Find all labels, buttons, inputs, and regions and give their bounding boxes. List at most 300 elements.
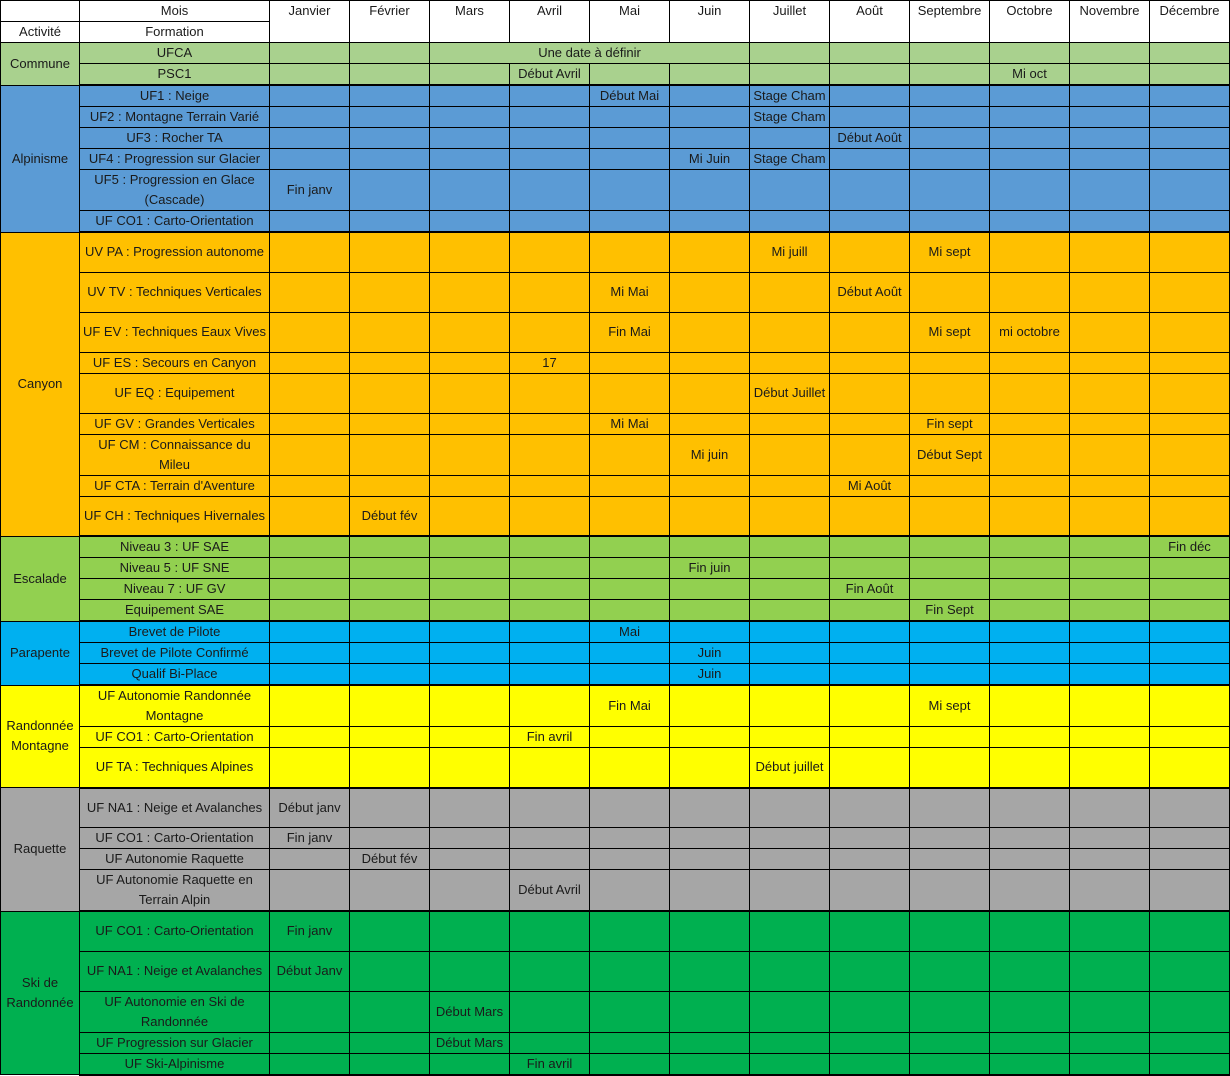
date-cell[interactable] [750, 536, 830, 558]
date-cell[interactable] [350, 1053, 430, 1075]
date-cell[interactable] [990, 870, 1070, 912]
formation-cell[interactable]: Qualif Bi-Place [80, 664, 270, 686]
date-cell[interactable] [350, 664, 430, 686]
date-cell[interactable] [270, 107, 350, 128]
date-cell[interactable] [590, 558, 670, 579]
date-cell[interactable] [590, 373, 670, 413]
date-cell[interactable] [510, 149, 590, 170]
date-cell[interactable] [670, 600, 750, 622]
date-cell[interactable] [1150, 870, 1230, 912]
date-cell[interactable]: Début Sept [910, 434, 990, 475]
date-cell[interactable] [590, 579, 670, 600]
date-cell[interactable] [1070, 911, 1150, 951]
date-cell[interactable] [270, 621, 350, 643]
date-cell[interactable] [590, 849, 670, 870]
date-cell[interactable] [1070, 558, 1150, 579]
date-cell[interactable] [510, 475, 590, 496]
date-cell[interactable] [510, 621, 590, 643]
date-cell[interactable] [430, 413, 510, 434]
date-cell[interactable] [350, 727, 430, 748]
date-cell[interactable] [910, 170, 990, 211]
date-cell[interactable] [990, 434, 1070, 475]
date-cell[interactable] [910, 951, 990, 991]
date-cell[interactable] [430, 170, 510, 211]
date-cell[interactable] [1070, 849, 1150, 870]
date-cell[interactable] [670, 373, 750, 413]
date-cell[interactable] [270, 870, 350, 912]
date-cell[interactable] [590, 128, 670, 149]
date-cell[interactable] [670, 496, 750, 536]
date-cell[interactable] [910, 149, 990, 170]
date-cell[interactable] [910, 664, 990, 686]
date-cell[interactable] [1070, 579, 1150, 600]
date-cell[interactable]: Mi Mai [590, 413, 670, 434]
date-cell[interactable] [430, 496, 510, 536]
date-cell[interactable] [990, 664, 1070, 686]
date-cell[interactable]: Mai [590, 621, 670, 643]
date-cell[interactable] [590, 232, 670, 272]
formation-cell[interactable]: Brevet de Pilote Confirmé [80, 643, 270, 664]
date-cell[interactable] [990, 128, 1070, 149]
date-cell[interactable] [1150, 579, 1230, 600]
formation-cell[interactable]: UF CM : Connaissance du Mileu [80, 434, 270, 475]
date-cell[interactable] [830, 727, 910, 748]
date-cell[interactable] [1070, 413, 1150, 434]
date-cell[interactable] [430, 434, 510, 475]
formation-cell[interactable]: UF CO1 : Carto-Orientation [80, 828, 270, 849]
date-cell[interactable] [670, 870, 750, 912]
formation-cell[interactable]: UF Autonomie en Ski de Randonnée [80, 991, 270, 1032]
formation-cell[interactable]: Niveau 5 : UF SNE [80, 558, 270, 579]
formation-cell[interactable]: UF EQ : Equipement [80, 373, 270, 413]
date-cell[interactable] [350, 911, 430, 951]
date-cell[interactable] [510, 536, 590, 558]
date-cell[interactable] [350, 64, 430, 86]
date-cell[interactable] [350, 788, 430, 828]
date-cell[interactable] [1150, 272, 1230, 312]
date-cell[interactable] [670, 727, 750, 748]
date-cell[interactable] [990, 85, 1070, 107]
date-cell[interactable] [670, 170, 750, 211]
date-cell[interactable]: Fin Sept [910, 600, 990, 622]
date-cell[interactable] [830, 558, 910, 579]
date-cell[interactable] [430, 664, 510, 686]
date-cell[interactable] [430, 911, 510, 951]
date-cell[interactable] [670, 748, 750, 788]
date-cell[interactable] [590, 748, 670, 788]
date-cell[interactable]: Fin Mai [590, 312, 670, 352]
date-cell[interactable] [670, 352, 750, 373]
date-cell[interactable] [1070, 85, 1150, 107]
date-cell[interactable] [750, 621, 830, 643]
date-cell[interactable] [1070, 211, 1150, 233]
date-cell[interactable] [750, 413, 830, 434]
date-cell[interactable] [1150, 748, 1230, 788]
date-cell[interactable] [350, 579, 430, 600]
formation-cell[interactable]: Brevet de Pilote [80, 621, 270, 643]
date-cell[interactable] [590, 991, 670, 1032]
formation-cell[interactable]: UF5 : Progression en Glace (Cascade) [80, 170, 270, 211]
date-cell[interactable] [750, 496, 830, 536]
formation-cell[interactable]: UF4 : Progression sur Glacier [80, 149, 270, 170]
date-cell[interactable] [990, 621, 1070, 643]
date-cell[interactable] [270, 434, 350, 475]
date-cell[interactable] [430, 748, 510, 788]
date-cell[interactable] [830, 1053, 910, 1075]
date-cell[interactable] [510, 107, 590, 128]
date-cell[interactable] [990, 685, 1070, 727]
activity-cell[interactable]: Randonnée Montagne [1, 685, 80, 788]
date-cell[interactable] [910, 272, 990, 312]
date-cell[interactable] [830, 828, 910, 849]
date-cell[interactable] [270, 664, 350, 686]
activity-cell[interactable]: Alpinisme [1, 85, 80, 232]
date-cell[interactable] [1070, 748, 1150, 788]
date-cell[interactable] [830, 64, 910, 86]
date-cell[interactable] [830, 496, 910, 536]
date-cell[interactable] [1150, 149, 1230, 170]
date-cell[interactable] [270, 685, 350, 727]
date-cell[interactable] [590, 434, 670, 475]
date-cell[interactable] [510, 685, 590, 727]
date-cell[interactable] [270, 600, 350, 622]
date-cell[interactable] [910, 849, 990, 870]
date-cell[interactable] [270, 272, 350, 312]
date-cell[interactable] [990, 211, 1070, 233]
date-cell[interactable] [590, 211, 670, 233]
date-cell[interactable]: mi octobre [990, 312, 1070, 352]
date-cell[interactable] [1150, 558, 1230, 579]
date-cell[interactable] [990, 149, 1070, 170]
date-cell[interactable] [830, 85, 910, 107]
date-cell[interactable] [270, 991, 350, 1032]
date-cell[interactable] [990, 496, 1070, 536]
date-cell[interactable]: Début Août [830, 272, 910, 312]
date-cell[interactable] [590, 911, 670, 951]
date-cell[interactable] [270, 475, 350, 496]
formation-cell[interactable]: UF3 : Rocher TA [80, 128, 270, 149]
date-cell[interactable]: Mi Mai [590, 272, 670, 312]
date-cell[interactable]: Début janv [270, 788, 350, 828]
date-cell[interactable] [910, 373, 990, 413]
date-cell[interactable] [750, 434, 830, 475]
date-cell[interactable] [990, 828, 1070, 849]
date-cell[interactable] [510, 85, 590, 107]
date-cell[interactable] [910, 128, 990, 149]
date-cell[interactable] [430, 558, 510, 579]
date-cell[interactable] [670, 685, 750, 727]
date-cell[interactable]: Une date à définir [430, 43, 750, 64]
date-cell[interactable] [1150, 232, 1230, 272]
formation-cell[interactable]: UF Progression sur Glacier [80, 1032, 270, 1053]
date-cell[interactable] [750, 911, 830, 951]
date-cell[interactable] [430, 128, 510, 149]
date-cell[interactable] [270, 312, 350, 352]
date-cell[interactable] [1150, 352, 1230, 373]
date-cell[interactable] [1150, 643, 1230, 664]
date-cell[interactable] [430, 312, 510, 352]
date-cell[interactable] [750, 579, 830, 600]
date-cell[interactable] [830, 373, 910, 413]
date-cell[interactable] [1150, 434, 1230, 475]
date-cell[interactable] [1070, 107, 1150, 128]
date-cell[interactable] [670, 991, 750, 1032]
date-cell[interactable] [350, 870, 430, 912]
date-cell[interactable] [1070, 870, 1150, 912]
date-cell[interactable] [910, 43, 990, 64]
date-cell[interactable] [990, 911, 1070, 951]
date-cell[interactable] [270, 849, 350, 870]
formation-cell[interactable]: UF CO1 : Carto-Orientation [80, 211, 270, 233]
date-cell[interactable] [670, 211, 750, 233]
date-cell[interactable] [1150, 312, 1230, 352]
date-cell[interactable]: Mi oct [990, 64, 1070, 86]
date-cell[interactable] [1150, 1053, 1230, 1075]
date-cell[interactable]: Début Avril [510, 870, 590, 912]
date-cell[interactable] [1150, 621, 1230, 643]
date-cell[interactable] [990, 1053, 1070, 1075]
date-cell[interactable] [990, 558, 1070, 579]
formation-cell[interactable]: UV TV : Techniques Verticales [80, 272, 270, 312]
date-cell[interactable] [430, 600, 510, 622]
date-cell[interactable]: Début Avril [510, 64, 590, 86]
date-cell[interactable] [350, 170, 430, 211]
date-cell[interactable] [350, 536, 430, 558]
date-cell[interactable] [270, 496, 350, 536]
date-cell[interactable]: 17 [510, 352, 590, 373]
date-cell[interactable] [1150, 373, 1230, 413]
date-cell[interactable] [350, 413, 430, 434]
formation-cell[interactable]: UF EV : Techniques Eaux Vives [80, 312, 270, 352]
date-cell[interactable] [910, 621, 990, 643]
date-cell[interactable] [750, 128, 830, 149]
date-cell[interactable] [670, 128, 750, 149]
date-cell[interactable] [350, 107, 430, 128]
date-cell[interactable] [910, 643, 990, 664]
date-cell[interactable] [510, 788, 590, 828]
formation-cell[interactable]: UF CO1 : Carto-Orientation [80, 727, 270, 748]
date-cell[interactable] [1070, 951, 1150, 991]
date-cell[interactable] [830, 413, 910, 434]
date-cell[interactable] [990, 352, 1070, 373]
date-cell[interactable] [350, 128, 430, 149]
date-cell[interactable] [910, 107, 990, 128]
date-cell[interactable] [1070, 64, 1150, 86]
date-cell[interactable] [430, 951, 510, 991]
date-cell[interactable] [1070, 991, 1150, 1032]
date-cell[interactable] [270, 43, 350, 64]
activity-cell[interactable]: Commune [1, 43, 80, 86]
date-cell[interactable] [510, 849, 590, 870]
date-cell[interactable] [270, 748, 350, 788]
date-cell[interactable] [350, 272, 430, 312]
formation-cell[interactable]: Niveau 3 : UF SAE [80, 536, 270, 558]
date-cell[interactable] [350, 434, 430, 475]
date-cell[interactable] [1070, 1053, 1150, 1075]
date-cell[interactable]: Fin avril [510, 727, 590, 748]
date-cell[interactable] [1150, 600, 1230, 622]
date-cell[interactable] [270, 413, 350, 434]
date-cell[interactable] [750, 211, 830, 233]
date-cell[interactable] [270, 149, 350, 170]
date-cell[interactable] [350, 643, 430, 664]
date-cell[interactable] [430, 643, 510, 664]
date-cell[interactable] [750, 170, 830, 211]
date-cell[interactable] [830, 664, 910, 686]
date-cell[interactable] [990, 849, 1070, 870]
date-cell[interactable] [1150, 211, 1230, 233]
date-cell[interactable] [430, 211, 510, 233]
date-cell[interactable] [990, 748, 1070, 788]
date-cell[interactable] [830, 43, 910, 64]
date-cell[interactable] [990, 951, 1070, 991]
date-cell[interactable] [1070, 643, 1150, 664]
date-cell[interactable] [1070, 373, 1150, 413]
date-cell[interactable] [590, 870, 670, 912]
date-cell[interactable] [910, 64, 990, 86]
date-cell[interactable]: Stage Cham [750, 85, 830, 107]
activity-cell[interactable]: Escalade [1, 536, 80, 621]
date-cell[interactable]: Début Août [830, 128, 910, 149]
date-cell[interactable] [510, 312, 590, 352]
date-cell[interactable] [270, 64, 350, 86]
date-cell[interactable] [350, 373, 430, 413]
date-cell[interactable] [430, 232, 510, 272]
date-cell[interactable] [350, 558, 430, 579]
date-cell[interactable] [350, 685, 430, 727]
date-cell[interactable] [670, 788, 750, 828]
date-cell[interactable] [1150, 788, 1230, 828]
date-cell[interactable] [750, 475, 830, 496]
date-cell[interactable] [1150, 107, 1230, 128]
date-cell[interactable]: Mi Août [830, 475, 910, 496]
date-cell[interactable] [750, 643, 830, 664]
date-cell[interactable]: Fin avril [510, 1053, 590, 1075]
date-cell[interactable] [670, 621, 750, 643]
date-cell[interactable] [910, 475, 990, 496]
date-cell[interactable]: Stage Cham [750, 149, 830, 170]
date-cell[interactable]: Fin janv [270, 828, 350, 849]
formation-cell[interactable]: PSC1 [80, 64, 270, 86]
date-cell[interactable] [350, 312, 430, 352]
date-cell[interactable] [1150, 685, 1230, 727]
date-cell[interactable] [1150, 951, 1230, 991]
date-cell[interactable] [670, 911, 750, 951]
date-cell[interactable] [590, 149, 670, 170]
date-cell[interactable] [590, 828, 670, 849]
date-cell[interactable] [1070, 600, 1150, 622]
date-cell[interactable] [910, 211, 990, 233]
date-cell[interactable] [270, 558, 350, 579]
date-cell[interactable] [830, 536, 910, 558]
date-cell[interactable] [350, 748, 430, 788]
formation-cell[interactable]: UF Autonomie Raquette [80, 849, 270, 870]
date-cell[interactable] [910, 496, 990, 536]
formation-cell[interactable]: UF Autonomie Raquette en Terrain Alpin [80, 870, 270, 912]
date-cell[interactable] [1150, 170, 1230, 211]
activity-cell[interactable]: Raquette [1, 788, 80, 912]
date-cell[interactable] [590, 951, 670, 991]
date-cell[interactable] [990, 170, 1070, 211]
date-cell[interactable] [910, 558, 990, 579]
date-cell[interactable] [750, 788, 830, 828]
date-cell[interactable] [990, 413, 1070, 434]
date-cell[interactable] [270, 85, 350, 107]
date-cell[interactable]: Fin Mai [590, 685, 670, 727]
formation-cell[interactable]: UF NA1 : Neige et Avalanches [80, 788, 270, 828]
date-cell[interactable]: Début Juillet [750, 373, 830, 413]
date-cell[interactable] [990, 232, 1070, 272]
date-cell[interactable] [1150, 128, 1230, 149]
date-cell[interactable] [670, 272, 750, 312]
date-cell[interactable] [750, 685, 830, 727]
date-cell[interactable] [1070, 475, 1150, 496]
date-cell[interactable] [1150, 991, 1230, 1032]
date-cell[interactable] [990, 536, 1070, 558]
formation-cell[interactable]: UF2 : Montagne Terrain Varié [80, 107, 270, 128]
date-cell[interactable] [670, 413, 750, 434]
date-cell[interactable] [1150, 43, 1230, 64]
date-cell[interactable] [430, 272, 510, 312]
date-cell[interactable] [750, 870, 830, 912]
date-cell[interactable] [910, 85, 990, 107]
date-cell[interactable] [590, 170, 670, 211]
date-cell[interactable] [990, 272, 1070, 312]
date-cell[interactable] [510, 951, 590, 991]
date-cell[interactable] [910, 579, 990, 600]
date-cell[interactable] [910, 352, 990, 373]
date-cell[interactable] [670, 1053, 750, 1075]
date-cell[interactable] [750, 558, 830, 579]
date-cell[interactable] [910, 828, 990, 849]
date-cell[interactable] [1150, 911, 1230, 951]
date-cell[interactable] [590, 664, 670, 686]
date-cell[interactable] [830, 643, 910, 664]
date-cell[interactable] [590, 352, 670, 373]
activity-cell[interactable]: Canyon [1, 232, 80, 536]
date-cell[interactable] [350, 621, 430, 643]
date-cell[interactable] [430, 536, 510, 558]
date-cell[interactable] [510, 413, 590, 434]
date-cell[interactable] [350, 828, 430, 849]
date-cell[interactable]: Début Janv [270, 951, 350, 991]
formation-cell[interactable]: UF ES : Secours en Canyon [80, 352, 270, 373]
formation-cell[interactable]: UF NA1 : Neige et Avalanches [80, 951, 270, 991]
activity-cell[interactable]: Ski de Randonnée [1, 911, 80, 1075]
date-cell[interactable] [350, 232, 430, 272]
date-cell[interactable] [750, 272, 830, 312]
date-cell[interactable]: Fin janv [270, 911, 350, 951]
date-cell[interactable] [750, 849, 830, 870]
date-cell[interactable] [990, 788, 1070, 828]
date-cell[interactable] [1150, 849, 1230, 870]
date-cell[interactable] [350, 149, 430, 170]
date-cell[interactable] [350, 600, 430, 622]
date-cell[interactable] [1070, 170, 1150, 211]
date-cell[interactable] [590, 1053, 670, 1075]
date-cell[interactable]: Début fév [350, 849, 430, 870]
date-cell[interactable] [830, 352, 910, 373]
formation-cell[interactable]: UF CH : Techniques Hivernales [80, 496, 270, 536]
date-cell[interactable] [270, 373, 350, 413]
date-cell[interactable] [990, 643, 1070, 664]
formation-cell[interactable]: UF CTA : Terrain d'Aventure [80, 475, 270, 496]
date-cell[interactable] [270, 536, 350, 558]
date-cell[interactable] [1070, 536, 1150, 558]
date-cell[interactable] [350, 211, 430, 233]
date-cell[interactable] [670, 312, 750, 352]
date-cell[interactable]: Mi juin [670, 434, 750, 475]
